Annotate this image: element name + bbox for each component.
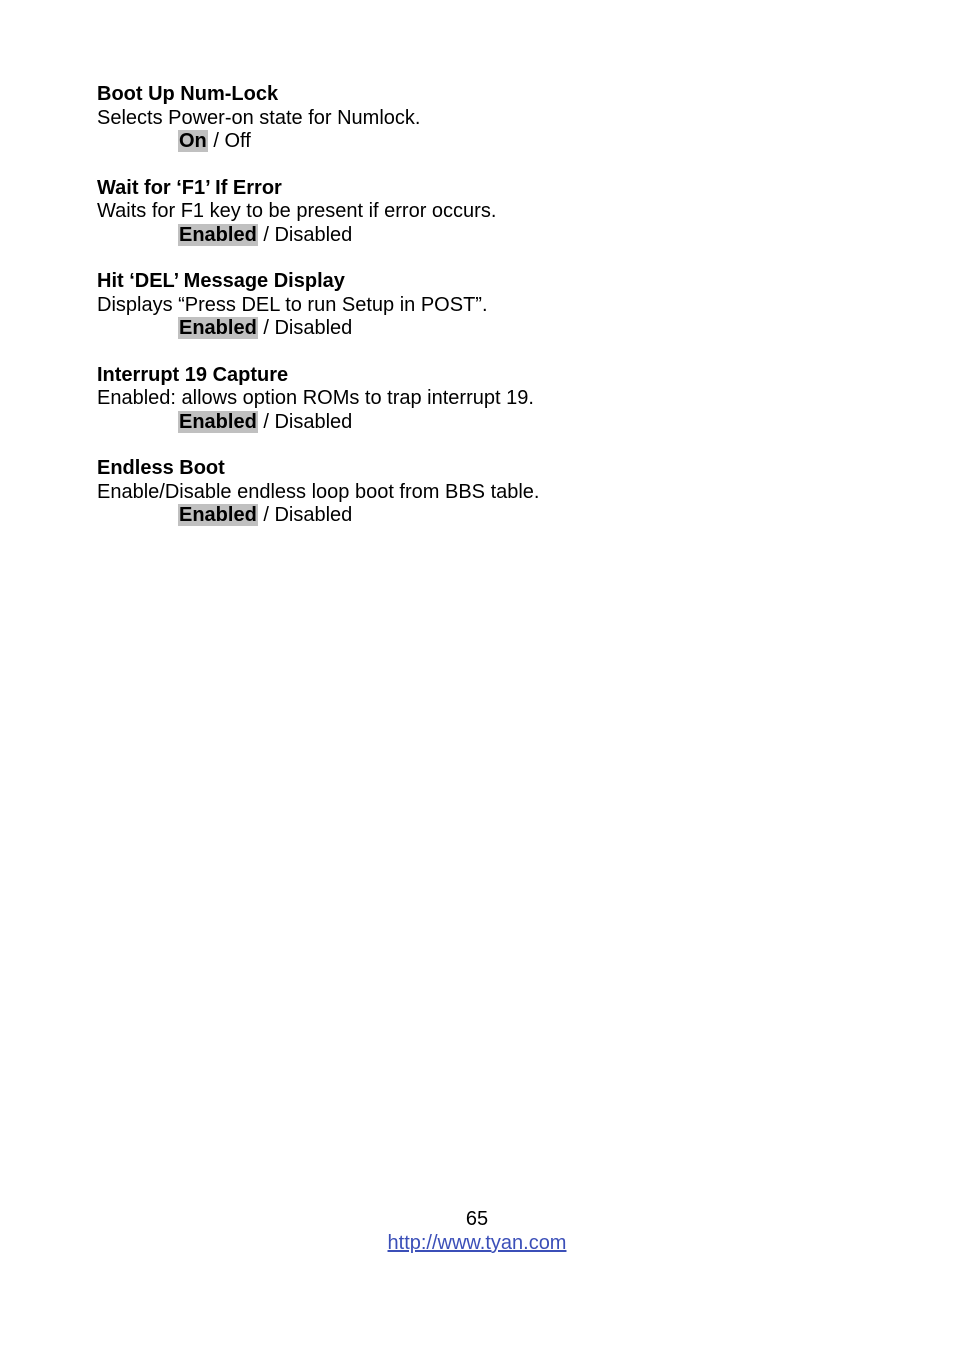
setting-options — [97, 224, 897, 248]
setting-options — [97, 317, 897, 341]
other-option: Disabled — [274, 223, 353, 246]
setting-options — [97, 411, 897, 435]
other-option: Disabled — [274, 317, 353, 339]
setting-description: Selects Power-on state for Numlock. — [97, 106, 421, 129]
website-link[interactable]: http://www.tyan.com — [387, 1232, 567, 1254]
setting-title: Endless Boot — [97, 457, 225, 479]
option-separator: / — [257, 410, 275, 433]
option-separator: / — [257, 504, 275, 526]
page-footer — [0, 1207, 954, 1255]
setting-description: Waits for F1 key to be present if error occurs. — [97, 200, 497, 222]
settings-list — [97, 83, 897, 551]
setting-title: Hit ‘DEL’ Message Display — [97, 270, 345, 292]
default-option: Enabled — [179, 504, 257, 526]
setting-wait-for-f1 — [97, 177, 897, 248]
setting-endless-boot — [97, 457, 897, 528]
setting-description: Enabled: allows option ROMs to trap interrupt 19. — [97, 387, 534, 409]
page-number: 65 — [465, 1208, 489, 1230]
setting-options — [97, 504, 897, 528]
default-option: On — [179, 130, 207, 152]
option-separator: / — [257, 223, 275, 246]
setting-title: Wait for ‘F1’ If Error — [97, 176, 282, 199]
default-option: Enabled — [179, 410, 257, 433]
default-option: Enabled — [179, 223, 257, 246]
setting-description: Displays “Press DEL to run Setup in POST”. — [97, 293, 488, 316]
setting-title: Boot Up Num-Lock — [97, 83, 279, 105]
default-option: Enabled — [179, 317, 257, 339]
setting-description: Enable/Disable endless loop boot from BBS table. — [97, 480, 540, 503]
setting-options — [97, 130, 897, 154]
setting-title: Interrupt 19 Capture — [97, 363, 289, 386]
setting-interrupt-19-capture — [97, 364, 897, 435]
other-option: Disabled — [274, 410, 353, 433]
setting-hit-del-message — [97, 270, 897, 341]
setting-boot-up-num-lock — [97, 83, 897, 154]
option-separator: / — [207, 130, 225, 152]
option-separator: / — [257, 317, 275, 339]
other-option: Disabled — [274, 504, 353, 526]
other-option: Off — [224, 130, 251, 152]
